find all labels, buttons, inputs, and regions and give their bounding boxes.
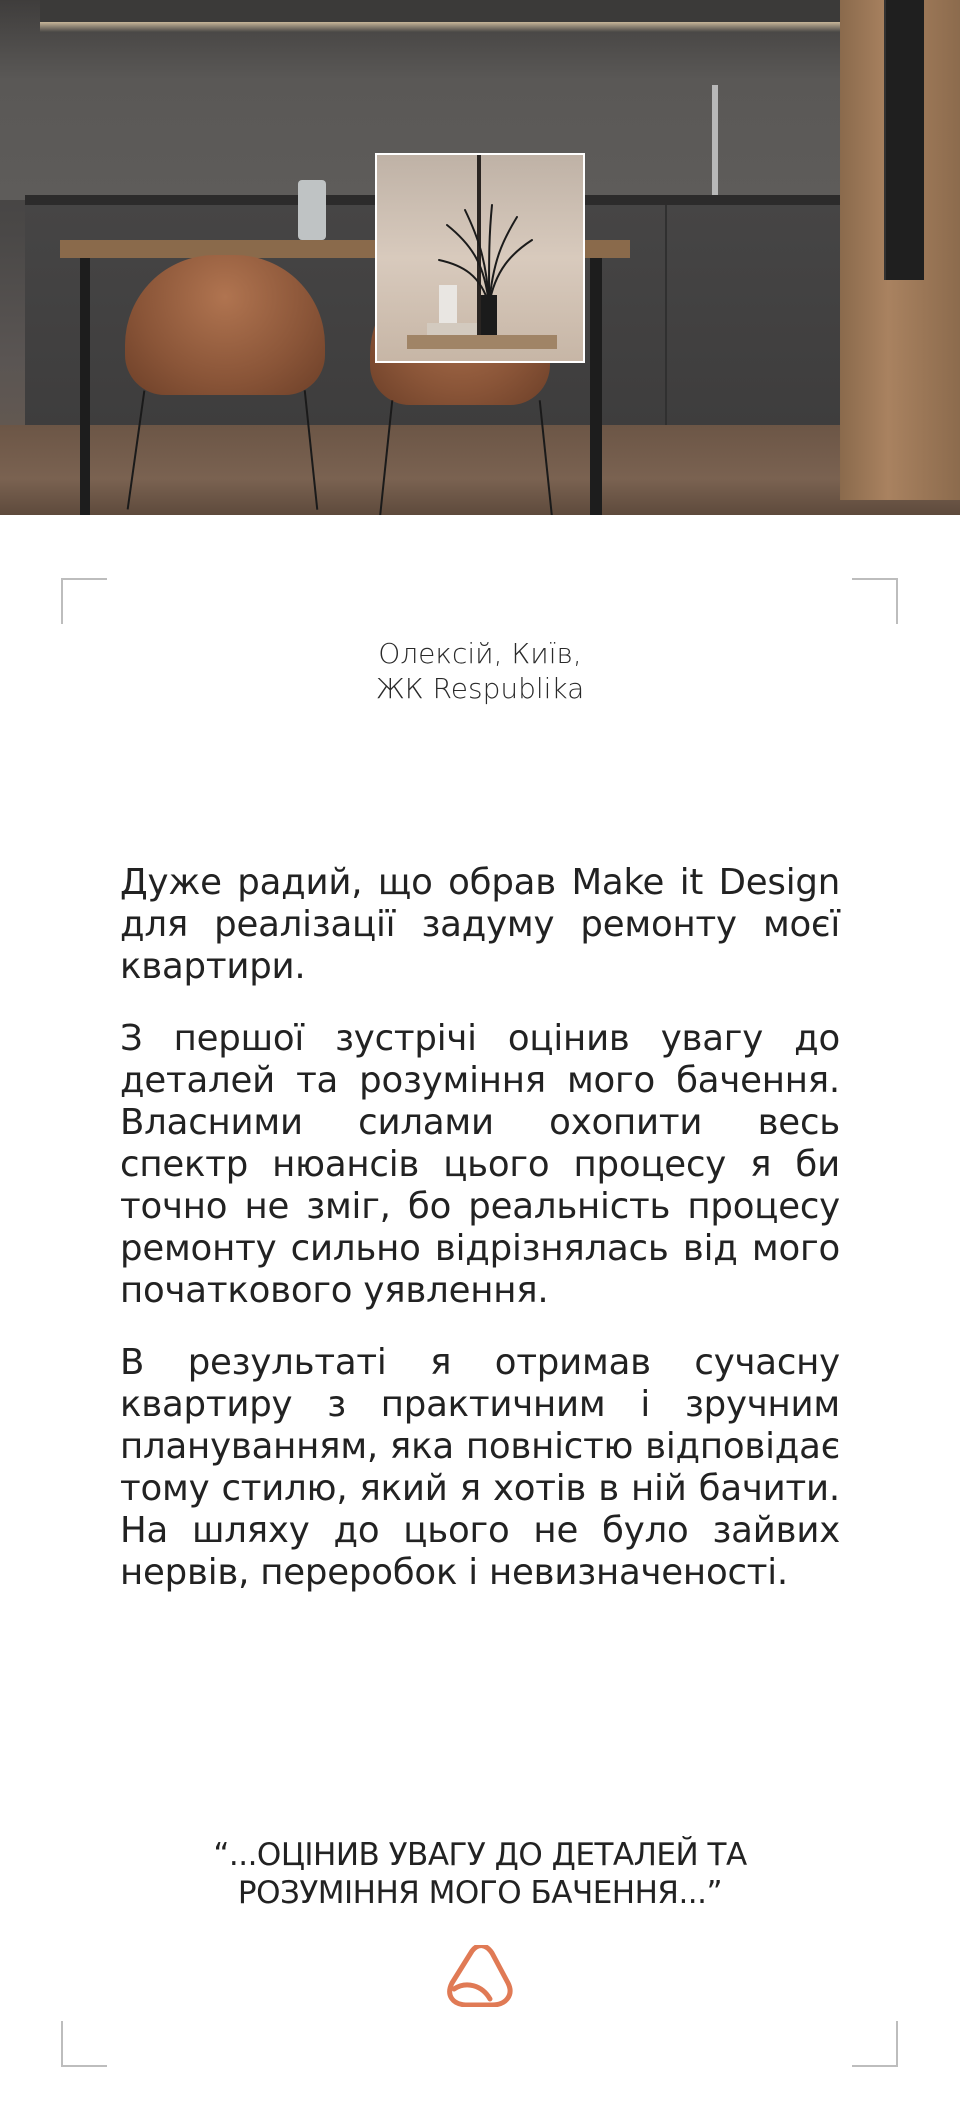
hero-image xyxy=(0,0,960,515)
corner-bracket-top-left xyxy=(61,578,107,624)
floor xyxy=(0,425,960,515)
pull-quote-line: РОЗУМІННЯ МОГО БАЧЕННЯ...” xyxy=(237,1875,723,1911)
plant-vase-icon xyxy=(377,155,585,363)
shelf xyxy=(407,335,557,349)
brand-logo-icon xyxy=(446,1945,514,2007)
corner-bracket-top-right xyxy=(852,578,898,624)
pull-quote xyxy=(0,1836,960,1912)
author-name-city: Олексій, Київ, xyxy=(378,637,582,670)
review-paragraph: З першої зустрічі оцінив увагу до деталей та розуміння мого бачення. Власними силами охопити весь спектр нюансів цього процесу я би точно не зміг, бо реальність процесу ремонту сильно відрізнялась від мого початкового уявлення. xyxy=(120,1018,840,1311)
vase xyxy=(298,180,326,240)
inset-photo xyxy=(375,153,585,363)
review-body xyxy=(120,862,840,1624)
review-paragraph: В результаті я отримав сучасну квартиру з практичним і зручним плануванням, яка повністю відповідає тому стилю, який я хотів в ній бачити. На шляху до цього не було зайвих нервів, переробок і невизначеності. xyxy=(120,1342,840,1593)
led-strip xyxy=(40,22,840,32)
corner-bracket-bottom-left xyxy=(61,2021,107,2067)
table-leg xyxy=(590,258,602,515)
built-in-oven xyxy=(884,0,924,280)
table-leg xyxy=(80,258,90,515)
corner-bracket-bottom-right xyxy=(852,2021,898,2067)
review-author xyxy=(0,636,960,706)
pull-quote-line: “...ОЦІНИВ УВАГУ ДО ДЕТАЛЕЙ ТА xyxy=(213,1837,747,1873)
author-residence: ЖК Respublika xyxy=(375,672,585,705)
faucet xyxy=(712,85,718,195)
review-paragraph: Дуже радий, що обрав Make it Design для реалізації задуму ремонту моєї квартири. xyxy=(120,862,840,987)
upper-cabinet xyxy=(40,0,840,22)
